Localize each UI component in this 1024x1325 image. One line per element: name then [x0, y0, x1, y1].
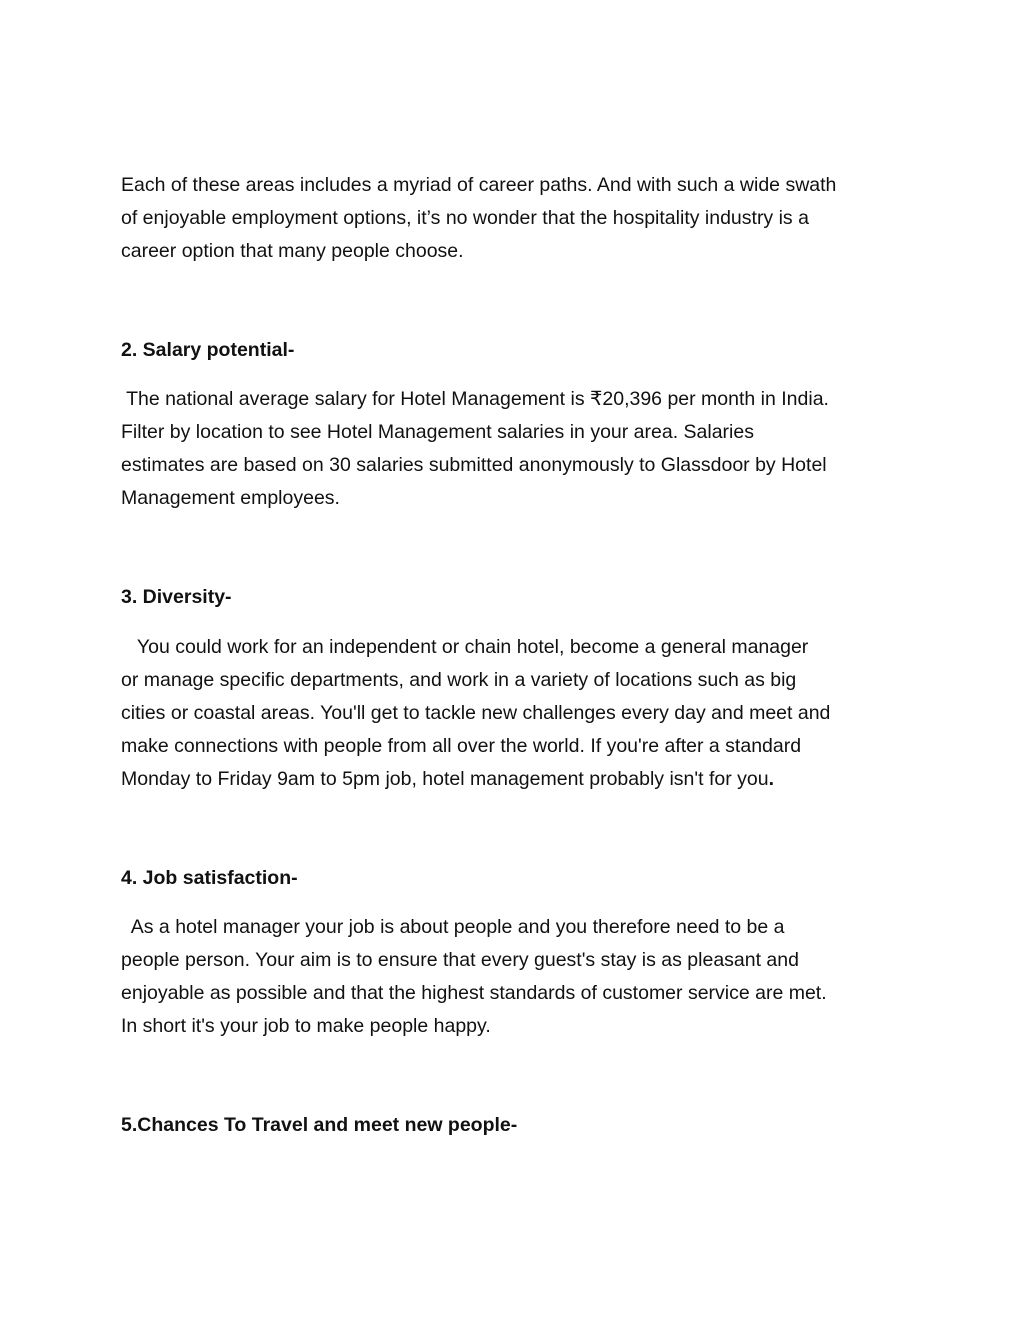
- diversity-line-2: or manage specific departments, and work in a variety of locations such as big: [121, 669, 797, 691]
- job-satisfaction-line-3: enjoyable as possible and that the highest standards of customer service are met.: [121, 982, 827, 1004]
- diversity-line-5-text: Monday to Friday 9am to 5pm job, hotel management probably isn't for you: [121, 768, 769, 790]
- job-satisfaction-line-1: As a hotel manager your job is about people and you therefore need to be a: [121, 916, 785, 938]
- job-satisfaction-line-4: In short it's your job to make people happy.: [121, 1015, 491, 1037]
- diversity-line-5: [121, 763, 774, 796]
- salary-line-1: The national average salary for Hotel Management is ₹20,396 per month in India.: [121, 388, 829, 410]
- job-satisfaction-line-2: people person. Your aim is to ensure that every guest's stay is as pleasant and: [121, 949, 799, 971]
- section-heading-job-satisfaction: 4. Job satisfaction-: [121, 867, 298, 889]
- section-heading-diversity: 3. Diversity-: [121, 586, 232, 608]
- intro-line-3: career option that many people choose.: [121, 240, 464, 262]
- intro-line-1: Each of these areas includes a myriad of career paths. And with such a wide swath: [121, 174, 837, 196]
- diversity-line-3: cities or coastal areas. You'll get to tackle new challenges every day and meet and: [121, 702, 831, 724]
- diversity-final-period: .: [768, 768, 774, 790]
- salary-line-3: estimates are based on 30 salaries submitted anonymously to Glassdoor by Hotel: [121, 454, 827, 476]
- section-heading-travel: 5.Chances To Travel and meet new people-: [121, 1114, 518, 1136]
- salary-line-2: Filter by location to see Hotel Management salaries in your area. Salaries: [121, 421, 754, 443]
- intro-line-2: of enjoyable employment options, it’s no wonder that the hospitality industry is a: [121, 207, 809, 229]
- diversity-line-4: make connections with people from all over the world. If you're after a standard: [121, 735, 802, 757]
- diversity-line-1: You could work for an independent or chain hotel, become a general manager: [121, 636, 809, 658]
- salary-line-4: Management employees.: [121, 487, 340, 509]
- section-heading-salary: 2. Salary potential-: [121, 339, 295, 361]
